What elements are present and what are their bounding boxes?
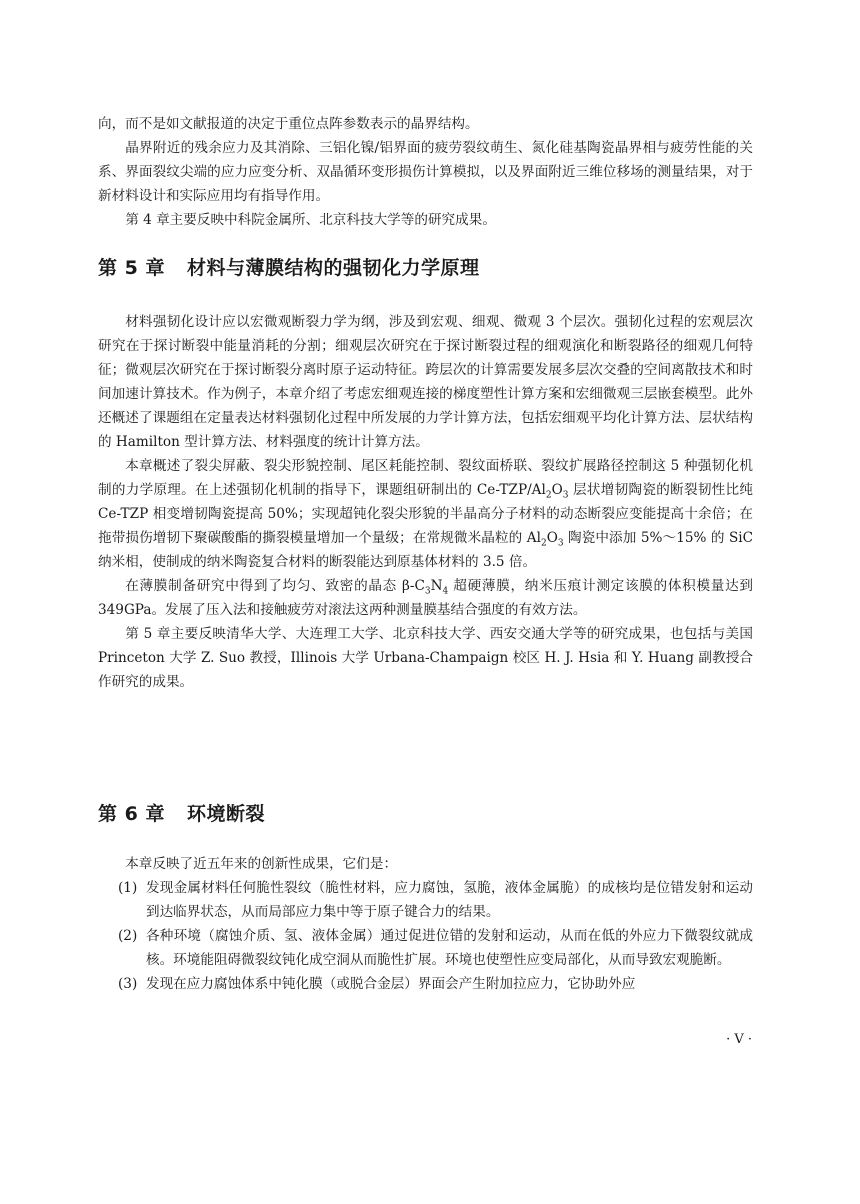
paragraph: 晶界附近的残余应力及其消除、三铝化镍/铝界面的疲劳裂纹萌生、氮化硅基陶瓷晶界相与疲劳性能的关系、界面裂纹尖端的应力应变分析、双晶循环变形损伤计算模拟，以及界面附近三维位移场的测量结果，对于新材料设计和实际应用均有指导作用。: [98, 140, 753, 204]
chapter-title: 材料与薄膜结构的强韧化力学原理: [186, 257, 480, 279]
chapter-5-heading: [98, 254, 753, 282]
chapter-heading: [98, 800, 753, 828]
paragraph: 本章反映了近五年来的创新性成果，它们是：: [125, 856, 398, 872]
page-number: · V ·: [726, 1032, 752, 1047]
list-item: [98, 924, 753, 972]
list-item-text: 发现在应力腐蚀体系中钝化膜（或脱合金层）界面会产生附加拉应力，它协助外应: [146, 976, 636, 992]
chapter-heading: [98, 254, 753, 282]
intro-section: [98, 112, 753, 232]
chapter-6-body: [98, 852, 753, 996]
paragraph: 第 5 章主要反映清华大学、大连理工大学、北京科技大学、西安交通大学等的研究成果，也包括与美国 Princeton 大学 Z. Suo 教授，Illinois 大学 Urbana-Champaign 校区 H. J. Hsia 和 Y. Huang 副教授合作研究的成果。: [98, 626, 753, 690]
paragraph: 第 4 章主要反映中科院金属所、北京科技大学等的研究成果。: [125, 212, 496, 228]
chapter-number: 第 5 章: [98, 257, 165, 279]
list-marker: (3): [118, 976, 138, 992]
paragraph: 在薄膜制备研究中得到了均匀、致密的晶态 $\beta-C_3N_4$ 超硬薄膜，纳米压痕计测定该膜的体积模量达到 349GPa。发展了压入法和接触疲劳对滚法这两种测量膜基结合强度的有效方法。: [98, 578, 753, 618]
chapter-number: 第 6 章: [98, 803, 165, 825]
list-marker: (1): [118, 880, 138, 896]
paragraph: 本章概述了裂尖屏蔽、裂尖形貌控制、尾区耗能控制、裂纹面桥联、裂纹扩展路径控制这 5 种强韧化机制的力学原理。在上述强韧化机制的指导下，课题组研制出的 $Ce-TZP/Al_2O_3$ 层状增韧陶瓷的断裂韧性比纯 Ce-TZP 相变增韧陶瓷提高 50%；实现超钝化裂尖形貌的半晶高分子材料的动态断裂应变能提高十余倍；在拖带损伤增韧下聚碳酸酯的撕裂模量增加一个量级；在常规微米晶粒的 $Al_2O_3$ 陶瓷中添加 5%～15% 的 SiC 纳米相，使制成的纳米陶瓷复合材料的断裂能达到原基体材料的 3.5 倍。: [98, 458, 754, 570]
list-item-text: 发现金属材料任何脆性裂纹（脆性材料，应力腐蚀，氢脆，液体金属脆）的成核均是位错发射和运动到达临界状态，从而局部应力集中等于原子键合力的结果。: [146, 880, 753, 920]
chapter-6-heading: [98, 800, 753, 828]
list-item: [98, 972, 753, 996]
list-item-text: 各种环境（腐蚀介质、氢、液体金属）通过促进位错的发射和运动，从而在低的外应力下微裂纹就成核。环境能阻碍微裂纹钝化成空洞从而脆性扩展。环境也使塑性应变局部化，从而导致宏观脆断。: [146, 928, 753, 968]
list-marker: (2): [118, 928, 138, 944]
paragraph: 向，而不是如文献报道的决定于重位点阵参数表示的晶界结构。: [98, 116, 479, 132]
chapter-title: 环境断裂: [186, 803, 265, 825]
chapter-5-body: [98, 310, 753, 694]
paragraph: 材料强韧化设计应以宏微观断裂力学为纲，涉及到宏观、细观、微观 3 个层次。强韧化过程的宏观层次研究在于探讨断裂中能量消耗的分割；细观层次研究在于探讨断裂过程的细观演化和断裂路径的细观几何特征；微观层次研究在于探讨断裂分离时原子运动特征。跨层次的计算需要发展多层次交叠的空间离散技术和时间加速计算技术。作为例子，本章介绍了考虑宏细观连接的梯度塑性计算方案和宏细微观三层嵌套模型。此外还概述了课题组在定量表达材料强韧化过程中所发展的力学计算方法，包括宏细观平均化计算方法、层状结构的 Hamilton 型计算方法、材料强度的统计计算方法。: [98, 314, 753, 450]
list-item: [98, 876, 753, 924]
